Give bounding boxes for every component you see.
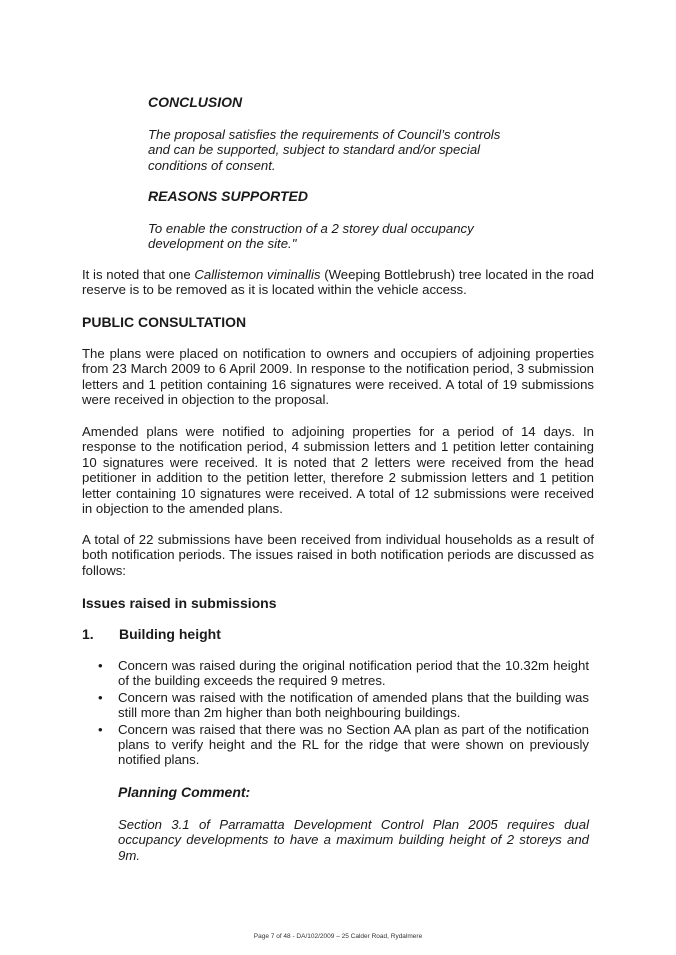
tree-note-after: (Weeping Bottlebrush) tree located in the road reserve is to be removed as it is located within the vehicle access. <box>82 267 594 298</box>
consultation-paragraph-2: Amended plans were notified to adjoining properties for a period of 14 days. In response to the notification period, 4 submission letters and 1 petition letter containing 10 signatures were received. It is noted that 2 letters were received from the head petitioner in addition to the petition letter, therefore 2 submission letters and 1 petition letter containing 10 signatures were received. A total of 12 submissions were received in objection to the amended plans. <box>82 424 594 517</box>
issue-title: Building height <box>119 626 221 642</box>
public-consultation-heading: PUBLIC CONSULTATION <box>82 314 247 330</box>
reasons-heading: REASONS SUPPORTED <box>148 188 308 204</box>
bullet-icon: • <box>98 721 103 737</box>
tree-note-before: It is noted that one <box>82 267 195 282</box>
list-item: • Concern was raised during the original notification period that the 10.32m height of the building exceeds the required 9 metres. <box>98 658 589 689</box>
bullet-icon: • <box>98 689 103 705</box>
issue-number: 1. <box>82 626 94 642</box>
consultation-paragraph-3: A total of 22 submissions have been received from individual households as a result of both notification periods. The issues raised in both notification periods are discussed as follows: <box>82 532 594 578</box>
list-item: • Concern was raised that there was no Section AA plan as part of the notification plans to verify height and the RL for the ridge that were shown on previously notified plans. <box>98 721 589 768</box>
reasons-text: To enable the construction of a 2 storey dual occupancy development on the site." <box>148 221 474 252</box>
tree-note <box>82 267 594 298</box>
issue-bullet-list <box>98 658 589 769</box>
conclusion-text: The proposal satisfies the requirements of Council’s controls and can be supported, subject to standard and/or special conditions of consent. <box>148 127 501 173</box>
conclusion-heading: CONCLUSION <box>148 94 243 110</box>
planning-comment-text: Section 3.1 of Parramatta Development Control Plan 2005 requires dual occupancy developments to have a maximum building height of 2 storeys and 9m. <box>118 817 589 863</box>
issues-heading: Issues raised in submissions <box>82 595 277 611</box>
tree-species: Callistemon viminallis <box>194 267 321 282</box>
consultation-paragraph-1: The plans were placed on notification to owners and occupiers of adjoining properties from 23 March 2009 to 6 April 2009. In response to the notification period, 3 submission letters and 1 petition containing 16 signatures were received. A total of 19 submissions were received in objection to the proposal. <box>82 346 594 408</box>
planning-comment-heading: Planning Comment: <box>118 784 251 800</box>
page-footer: Page 7 of 48 - DA/102/2009 – 25 Calder Road, Rydalmere <box>253 933 423 940</box>
bullet-icon: • <box>98 658 103 673</box>
list-item: • Concern was raised with the notification of amended plans that the building was still more than 2m higher than both neighbouring buildings. <box>98 689 589 721</box>
